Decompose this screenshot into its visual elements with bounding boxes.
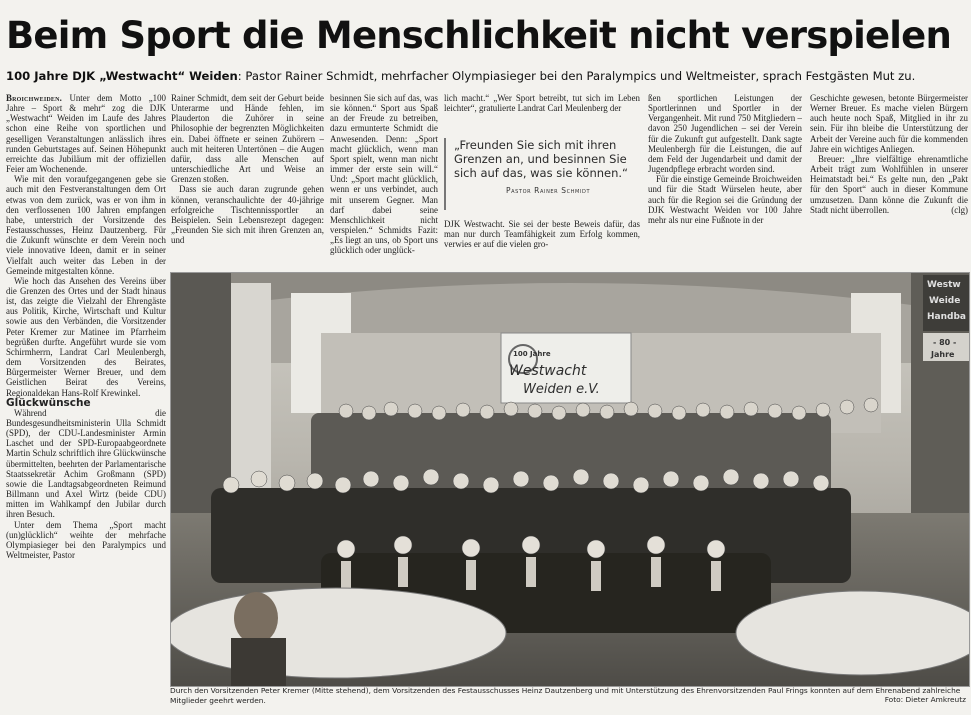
subheadline: [6, 68, 966, 84]
pull-quote-text: „Freunden Sie sich mit ihren Grenzen an, und besinnen Sie sich auf das, was sie können.“: [454, 138, 628, 180]
banner-line-2: Westwacht: [509, 363, 587, 379]
group-photo-illustration: [171, 273, 969, 686]
svg-text:- 80 -: - 80 -: [933, 338, 957, 347]
paragraph: Für die einstige Gemeinde Broichweiden und für die Stadt Würselen heute, aber auch für die Region sei die Gründung der DJK Westwacht Weiden vor 100 Jahre mehr als nur eine Fußnote in der: [648, 174, 802, 225]
side-sign: [923, 275, 969, 361]
paragraph: ßen sportlichen Leistungen der Sportlerinnen und Sportler in der Vergangenheit. Mit rund 750 Mitgliedern – davon 250 Jugendlichen – sei der Verein für die Zukunft gut aufgestellt. Dank sagte Meulenbergh für die Leistungen, die auf dem Feld der Jugendarbeit und damit der Jugendpflege erbracht worden sind.: [648, 93, 802, 175]
svg-text:Weide: Weide: [929, 296, 961, 306]
svg-text:Westw: Westw: [927, 280, 961, 290]
caption-text: Durch den Vorsitzenden Peter Kremer (Mitte stehend), dem Vorsitzenden des Festausschusses Heinz Dautzenberg und mit Unterstützung des Ehrenvorsitzenden Paul Frings konnten auf dem Ehrenabend zahlreiche Mitglieder geehrt werden.: [170, 686, 961, 705]
paragraph: Rainer Schmidt, dem seit der Geburt beide Unterarme und Hände fehlen, im Plauderton die Zuhörer in seine Philosophie der begrenzten Möglichkeiten ein. Dabei öffnete er seinen Zuhörern – auch mit heiteren Untertönen – die Augen dafür, dass alle Menschen auf unterschiedliche Art und Weise an Grenzen stoßen.: [171, 93, 324, 185]
svg-text:Handba: Handba: [927, 312, 966, 322]
article-column-3: [330, 93, 438, 269]
subheadline-rest: : Pastor Rainer Schmidt, mehrfacher Olympiasieger bei den Paralympics und Weltmeister, sprach Festgästen Mut zu.: [237, 69, 916, 83]
paragraph: Unter dem Thema „Sport macht (un)glücklich“ weihte der mehrfache Olympiasieger bei den Paralympics und Weltmeister, Pastor: [6, 519, 166, 561]
subheadline-lead: 100 Jahre DJK „Westwacht“ Weiden: [6, 69, 238, 83]
article-column-4-top: [444, 93, 640, 125]
paragraph: Breuer: „Ihre vielfältige ehrenamtliche Arbeit trägt zum Wohlfühlen in unserer Heimatstadt bei.“ Es gelte nun, den „Pakt für den Sport“ auch in dieser Kommune umzusetzen. Dann könne die Zukunft die Stadt nicht überrollen. (clg): [810, 153, 968, 215]
paragraph: Geschichte gewesen, betonte Bürgermeister Werner Breuer. Es mache vielen Bürgern auch heute noch Spaß, Mitglied in ihr zu sein. Für ihn bleibe die Unterstützung der Arbeit der Vereine auch für die kommenden Jahre ein wichtiges Anliegen.: [810, 93, 968, 154]
photo-caption: [170, 686, 970, 705]
article-column-4-bottom: [444, 219, 640, 269]
photo-credit: Foto: Dieter Amkreutz: [884, 695, 966, 704]
svg-text:Jahre: Jahre: [931, 350, 955, 359]
article-column-1: [6, 93, 166, 688]
subheading: Glückwünsche: [6, 396, 91, 409]
paragraph: Während die Bundesgesundheitsministerin Ulla Schmidt (SPD), der CDU-Landesminister Armin Laschet und der SPD-Europaabgeordnete Martin Schulz schriftlich ihre Glückwünsche übermittelten, beehrten der Parlamentarische Staatssekretär Achim Großmann (SPD) sowie die Landtagsabgeordneten Reimund Billmann und Axel Wirtz (beide CDU) mitten im Wahlkampf den Jubilar durch ihren Besuch.: [6, 407, 166, 520]
pull-quote-author: Pastor Rainer Schmidt: [506, 186, 591, 195]
author-signature: (clg): [951, 204, 968, 215]
pull-quote: [444, 138, 642, 210]
banner-line-1: 100 Jahre: [513, 350, 551, 358]
paragraph: Broichweiden. Unter dem Motto „100 Jahre – Sport & mehr“ zog die DJK „Westwacht“ Weiden im Laufe des Jahres schon eine Reihe von sportlichen und geselligen Veranstaltungen anlässlich ihres runden Geburtstages auf. Seinen Höhepunkt erreichte das Jubiläum mit der offiziellen Feier am Wochenende.: [6, 93, 166, 175]
paragraph: lich macht.“ „Wer Sport betreibt, tut sich im Leben leichter“, gratulierte Landrat Carl Meulenberg der: [444, 93, 640, 114]
article-column-5: [648, 93, 802, 269]
club-banner: [501, 333, 631, 403]
article-column-2: [171, 93, 324, 269]
group-photo: [170, 272, 970, 687]
banner-line-3: Weiden e.V.: [523, 382, 600, 397]
paragraph: Wie hoch das Ansehen des Vereins über die Grenzen des Ortes und der Stadt hinaus ist, das zeigte die Vielzahl der Ehrengäste aus Politik, Kirche, Wirtschaft und Kultur sowie aus den Verbänden, die Vorsitzender Peter Kremer zur Matinee im Pfarrheim begrüßen durfte. Angeführt wurde sie vom Schirmherrn, Landrat Carl Meulenbergh, dem Vorsitzenden des Beirates, Bürgermeister Werner Breuer, und dem Geistlichen Beirat des Vereins, Regionaldekan Hans-Rolf Krewinkel.: [6, 275, 166, 398]
article-column-6: [810, 93, 968, 269]
paragraph: besinnen Sie sich auf das, was sie können.“ Sport aus Spaß an der Freude zu betreiben, dazu ermunterte Schmidt die Anwesenden. Denn: „Sport macht glücklich, wenn man Sport spielt, wenn man nicht immer der erste sein will.“ Und: „Sport macht glücklich, wenn er uns verbindet, auch mit unserem Gegner. Man darf dabei seine Menschlichkeit nicht verspielen.“ Schmidts Fazit: „Es liegt an uns, ob Sport uns glücklich oder unglück-: [330, 93, 438, 256]
headline: Beim Sport die Menschlichkeit nicht verspielen: [6, 14, 952, 57]
dateline: Broichweiden.: [6, 93, 63, 103]
paragraph: DJK Westwacht. Sie sei der beste Beweis dafür, das man nur durch Teamfähigkeit zum Erfolg kommen, verwies er auf die vielen gro-: [444, 219, 640, 250]
paragraph: Dass sie auch daran zugrunde gehen können, veranschaulichte der 40-jährige erfolgreiche Tischtennissportler an Beispielen. Sein Lebensrezept dagegen: „Freunden Sie sich mit ihren Grenzen an, und: [171, 184, 324, 246]
paragraph: Wie mit den voraufgegangenen gebe sie auch mit den Festveranstaltungen dem Ort etwas von dem zurück, was er von ihm in den verflossenen 100 Jahren empfangen habe, unterstrich der Vorsitzende des Festausschusses, Heinz Dautzenberg. Für die Zukunft wünschte er dem Verein noch viele innovative Ideen, damit er in seiner Vielfalt auch weiter das Leben in der Gemeinde mitgestalten könne.: [6, 174, 166, 276]
